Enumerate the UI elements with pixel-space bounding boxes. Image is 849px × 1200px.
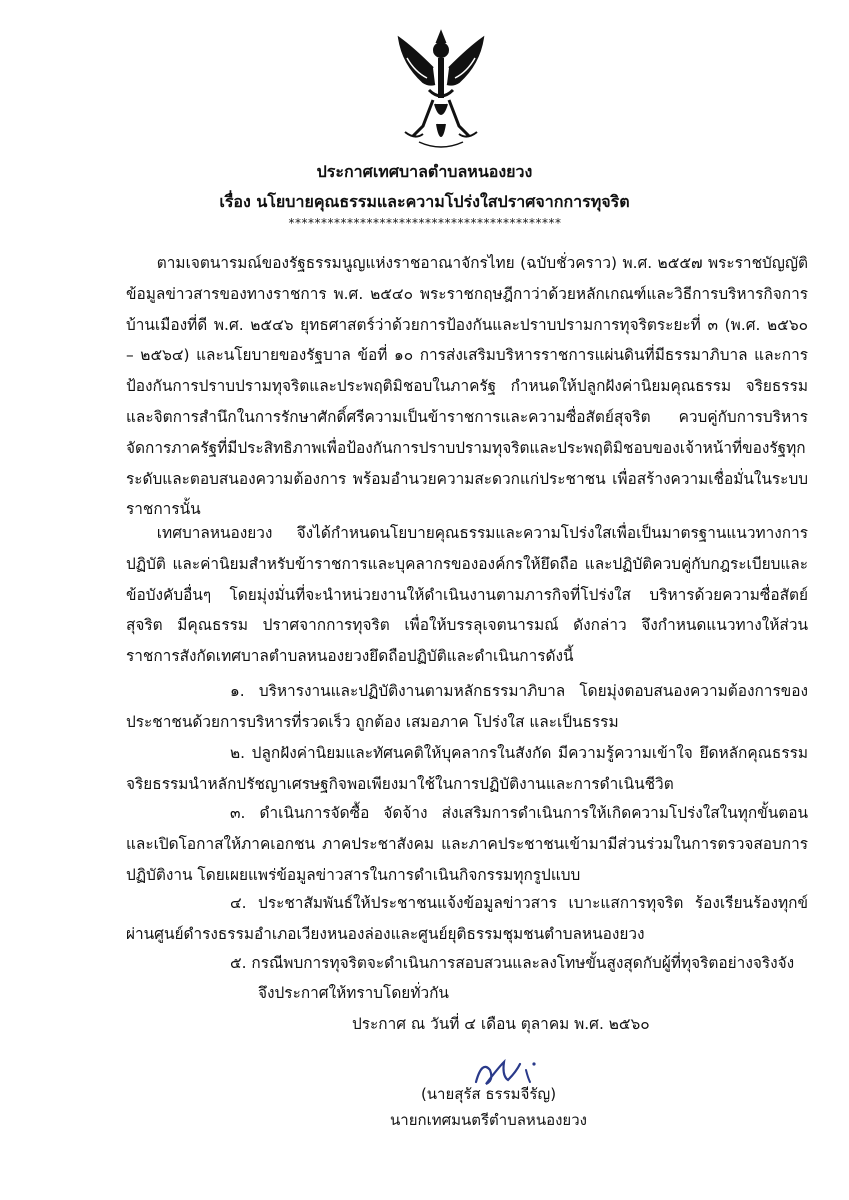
announcement-date: ประกาศ ณ วันที่ ๔ เดือน ตุลาคม พ.ศ. ๒๕๖๐ — [352, 1015, 650, 1033]
policy-item-1: ๑. บริหารงานและปฏิบัติงานตามหลักธรรมาภิบาล โดยมุ่งตอบสนองความต้องการของประชาชนด้วยการบริหารที่รวดเร็ว ถูกต้อง เสมอภาค โปร่งใส และเป็นธรรม — [126, 682, 808, 731]
signatory-name: (นายสุรัส ธรรมจีรัญ) — [420, 1085, 557, 1103]
policy-item-4: ๔. ประชาสัมพันธ์ให้ประชาชนแจ้งข้อมูลข่าวสาร เบาะแสการทุจริต ร้องเรียนร้องทุกข์ ผ่านศูนย์ดำรงธรรมอำเภอเวียงหนองล่องและศูนย์ยุติธรรมชุมชนตำบลหนองยวง — [126, 894, 808, 943]
announcement-subject: เรื่อง นโยบายคุณธรรมและความโปร่งใสปราศจากการทุจริต — [219, 192, 630, 211]
announcement-title: ประกาศเทศบาลตำบลหนองยวง — [316, 162, 533, 181]
signatory-position: นายกเทศมนตรีตำบลหนองยวง — [390, 1111, 587, 1129]
divider-stars: ****************************************** — [288, 216, 562, 230]
policy-item-3: ๓. ดำเนินการจัดซื้อ จัดจ้าง ส่งเสริมการดำเนินการให้เกิดความโปร่งใสในทุกขั้นตอน และเปิดโอกาสให้ภาคเอกชน ภาคประชาสังคม และภาคประชาชนเข้ามามีส่วนร่วมในการตรวจสอบการปฏิบัติงาน โดยเผยแพร่ข้อมูลข่าวสารในการดำเนินกิจกรรมทุกรูปแบบ — [126, 804, 808, 884]
closing-line: จึงประกาศให้ทราบโดยทั่วกัน — [258, 984, 449, 1002]
policy-item-5: ๕. กรณีพบการทุจริตจะดำเนินการสอบสวนและลงโทษขั้นสูงสุดกับผู้ที่ทุจริตอย่างจริงจัง — [230, 954, 795, 972]
garuda-emblem-icon — [393, 28, 489, 154]
policy-paragraph: เทศบาลหนองยวง จึงได้กำหนดนโยบายคุณธรรมและความโปร่งใสเพื่อเป็นมาตรฐานแนวทางการปฏิบัติ และค่านิยมสำหรับข้าราชการและบุคลากรขององค์กรให้ยึดถือ และปฏิบัติควบคู่กับกฎระเบียบและข้อบังคับอื่นๆ โดยมุ่งมั่นที่จะนำหน่วยงานให้ดำเนินงานตามภารกิจที่โปร่งใส บริหารด้วยความซื่อสัตย์สุจริต มีคุณธรรม ปราศจากการทุจริต เพื่อให้บรรลุเจตนารมณ์ ดังกล่าว จึงกำหนดแนวทางให้ส่วนราชการสังกัดเทศบาลตำบลหนองยวงยึดถือปฏิบัติและดำเนินการดังนี้ — [126, 524, 808, 666]
intro-paragraph: ตามเจตนารมณ์ของรัฐธรรมนูญแห่งราชอาณาจักรไทย (ฉบับชั่วคราว) พ.ศ. ๒๕๕๗ พระราชบัญญัติข้อมูลข่าวสารของทางราชการ พ.ศ. ๒๕๔๐ พระราชกฤษฎีกาว่าด้วยหลักเกณฑ์และวิธีการบริหารกิจการบ้านเมืองที่ดี พ.ศ. ๒๕๔๖ ยุทธศาสตร์ว่าด้วยการป้องกันและปราบปรามการทุจริตระยะที่ ๓ (พ.ศ. ๒๕๖๐ – ๒๕๖๔) และนโยบายของรัฐบาล ข้อที่ ๑๐ การส่งเสริมบริหารราชการแผ่นดินที่มีธรรมาภิบาล และการป้องกันการปราบปรามทุจริตและประพฤติมิชอบในภาครัฐ กำหนดให้ปลูกฝังค่านิยมคุณธรรม จริยธรรม และจิตการสำนึกในการรักษาศักดิ์ศรีความเป็นข้าราชการและความซื่อสัตย์สุจริต ควบคู่กับการบริหารจัดการภาครัฐที่มีประสิทธิภาพเพื่อป้องกันการปราบปรามทุจริตและประพฤติมิชอบของเจ้าหน้าที่ของรัฐทุกระดับและตอบสนองความต้องการ พร้อมอำนวยความสะดวกแก่ประชาชน เพื่อสร้างความเชื่อมั่นในระบบราชการนั้น — [126, 254, 808, 519]
policy-item-2: ๒. ปลูกฝังค่านิยมและทัศนคติให้บุคลากรในสังกัด มีความรู้ความเข้าใจ ยึดหลักคุณธรรม จริยธรรมนำหลักปรัชญาเศรษฐกิจพอเพียงมาใช้ในการปฏิบัติงานและการดำเนินชีวิต — [126, 744, 808, 793]
